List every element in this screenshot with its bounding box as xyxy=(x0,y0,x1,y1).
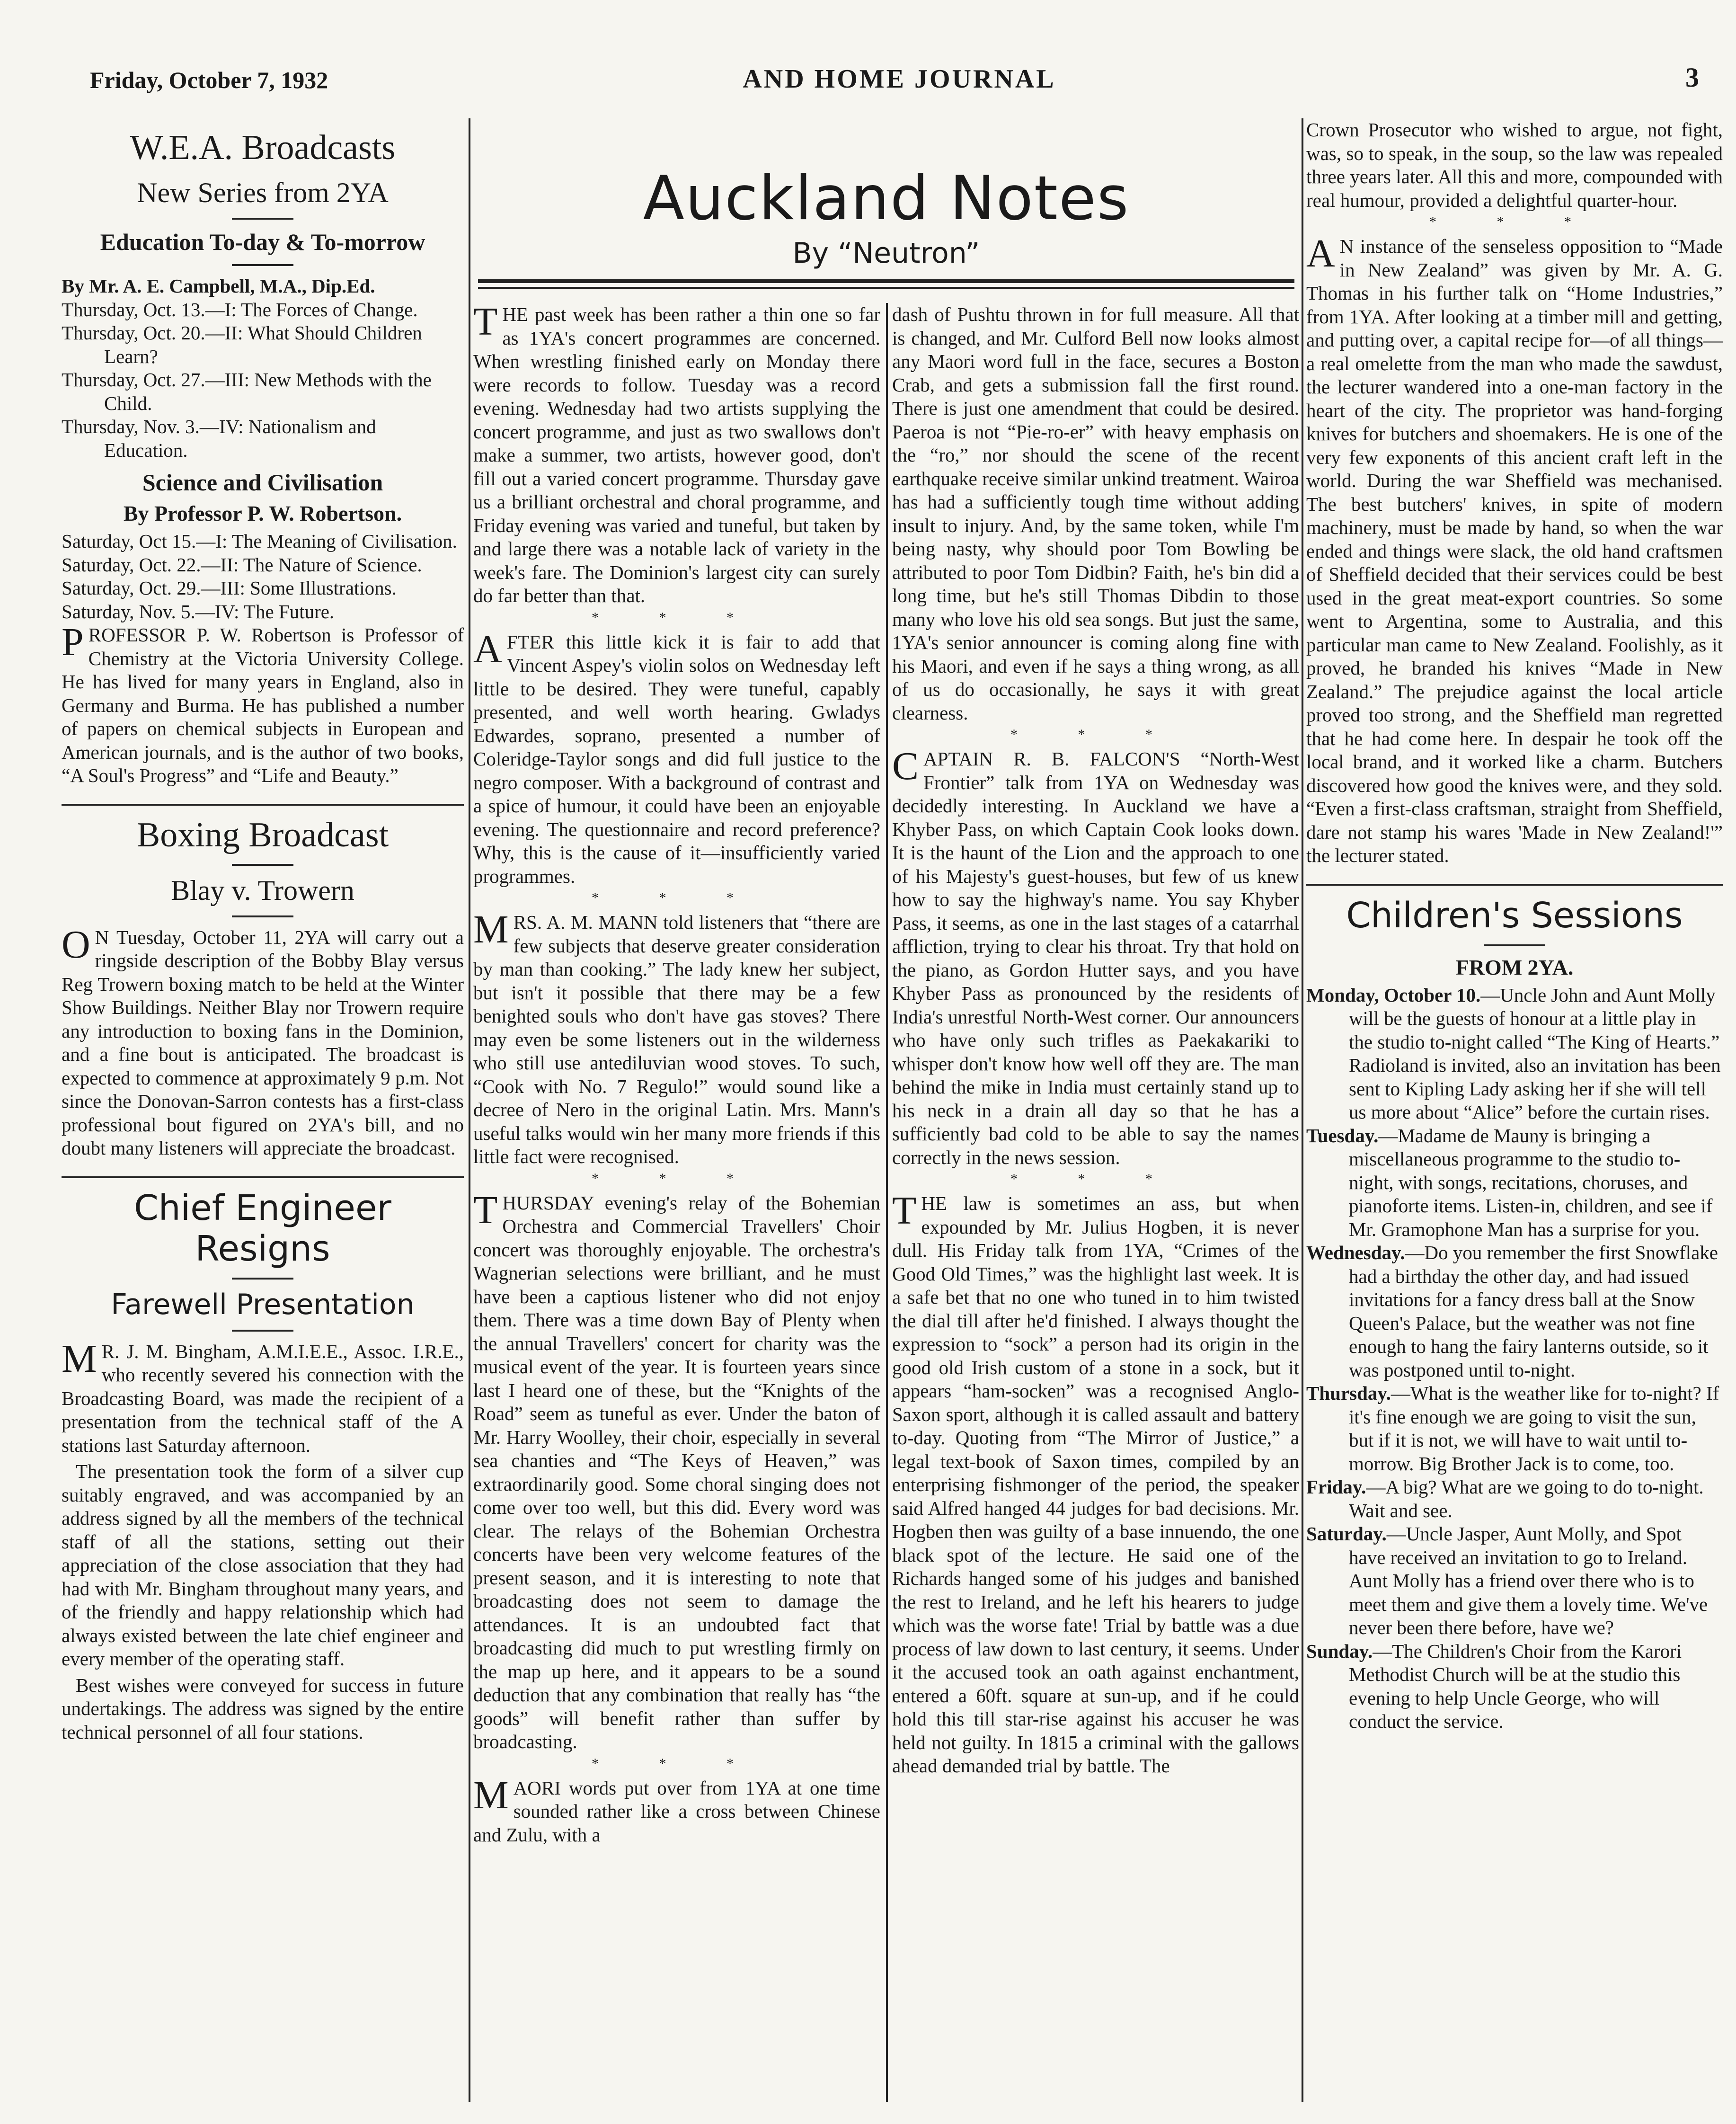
drop-cap: M xyxy=(473,907,509,951)
list-item: Saturday, Nov. 5.—IV: The Future. xyxy=(62,600,335,622)
section-rule xyxy=(1306,884,1723,886)
drop-cap: P xyxy=(62,620,84,664)
list-item: Thursday, Oct. 13.—I: The Forces of Change. xyxy=(62,298,418,320)
page-header xyxy=(85,57,1713,104)
section-separator: * * * xyxy=(592,609,762,625)
list-item: Saturday.—Uncle Jasper, Aunt Molly, and Spot have received an invitation to go to Ireland. Aunt Molly has a friend over there who is to meet them and give them a lovely time. We've never been there before, have we? xyxy=(1306,1523,1708,1638)
column-auckland-1 xyxy=(473,303,880,2102)
section-separator: * * * xyxy=(1010,727,1181,742)
auckland-para: THE law is sometimes an ass, but when expounded by Mr. Julius Hogben, it is never dull. His Friday talk from 1YA, “Crimes of the Good Old Times,” was the highlight last week. It is a safe bet that no one who tuned in to him twisted the dial till after he'd finished. I always thought the expression to “sock” a person had its origin in the good old Irish custom of a stone in a sock, but it appears “ham-socken” was a recognised Anglo-Saxon sport, although it is called assault and battery to-day. Quoting from “The Mirror of Justice,” a legal text-book of Saxon times, compiled by an enterprising fishmonger of the period, the speaker said Alfred hanged 44 judges for bad decisions. Mr. Hogben then was guilty of a base innuendo, the one black spot of the lecture. He said one of the Richards hanged some of his judges and banished the rest to Ireland, and he left his hearers to judge which was the worse fate! Trial by battle was a due process of law down to last century, it seems. Under it the accused took an oath against enchantment, entered a 60ft. square at sun-up, and if he could hold this till star-rise against his accuser he was held not guilty. In 1815 a criminal with the gallows ahead demanded trial by battle. The xyxy=(892,1189,1299,1777)
feature-rule-bottom xyxy=(478,287,1294,289)
auckland-notes-byline: By “Neutron” xyxy=(792,237,980,270)
engineer-title: Chief Engineer Resigns xyxy=(134,1187,391,1269)
list-item: Saturday, Oct 15.—I: The Meaning of Civilisation. xyxy=(62,530,457,552)
drop-cap: T xyxy=(892,1189,917,1233)
auckland-para: THE past week has been rather a thin one so far as 1YA's concert programmes are concerned. When wrestling finished early on Monday there were records to follow. Tuesday was a record evening. Wednesday had two artists supplying the concert programme, and just as two swallows don't make a summer, two artists, however good, don't fill out a varied concert programme. Thursday gave us a brilliant orchestral and choral programme, and Friday evening was varied and tuneful, but taken by and large there was a notable lack of variety in the week's fare. The Dominion's largest city can surely do far better than that. xyxy=(473,303,880,606)
section-separator: * * * xyxy=(592,1755,762,1771)
list-item: Thursday, Oct. 27.—III: New Methods with the Child. xyxy=(62,369,432,414)
section-separator: * * * xyxy=(1010,1171,1181,1187)
drop-cap: O xyxy=(62,922,90,967)
auckland-para: THURSDAY evening's relay of the Bohemian Orchestra and Commercial Travellers' Choir concert was thoroughly enjoyable. The orchestra's Wagnerian selections were brilliant, and he must have been a captious listener who did not enjoy them. There was a time down Bay of Plenty when the annual Travellers' concert for charity was the musical event of the year. It is fourteen years since last I heard one of these, but the “Knights of the Road” seem as tuneful as ever. Under the baton of Mr. Harry Woolley, their choir, especially in several sea chanties and “The Keys of Heaven,” was extraordinarily good. Some choral singing does not come over too well, but this did. Every word was clear. The relays of the Bohemian Orchestra concerts have been very welcome features of the present season, and it is interesting to note that broadcasting does not seem to damage the attendances. It is an undoubted fact that broadcasting did much to put wrestling firmly on the map up here, and it appears to be a sound deduction that any combination that really has “the goods” will benefit rather than suffer by broadcasting. xyxy=(473,1188,880,1752)
children-title: Children's Sessions xyxy=(1346,895,1683,936)
auckland-notes-title: Auckland Notes xyxy=(643,163,1130,234)
auckland-para: dash of Pushtu thrown in for full measure. All that is changed, and Mr. Culford Bell now looks almost any Maori word full in the face, secures a Boston Crab, and gets a submission fall the first round. There is just one amendment that could be desired. Paeroa is not “Pie-ro-er” with heavy emphasis on the “ro,” nor should the scene of the recent earthquake receive similar unkind treatment. Wairoa has had a sufficiently tough time without adding insult to injury. And, by the same token, while I'm being nasty, why should poor Tom Bowling be attributed to poor Tom Didbin? Faith, he's bin did a long time, but he's still Thomas Dibdin to those many who love his old sea songs. But just the same, 1YA's senior announcer is coming along fine with his Maori, and even if he says a thing wrong, as all of us do occasionally, he says it with great clearness. xyxy=(892,303,1299,724)
drop-cap: T xyxy=(473,1188,498,1232)
science-heading: Science and Civilisation xyxy=(142,469,383,496)
children-subtitle: FROM 2YA. xyxy=(1455,955,1574,979)
divider xyxy=(1484,944,1545,946)
feature-rule-top xyxy=(478,279,1294,283)
divider xyxy=(232,1330,293,1332)
divider xyxy=(232,864,293,866)
list-item: Friday.—A big? What are we going to do to-night. Wait and see. xyxy=(1306,1476,1704,1521)
column-auckland-2 xyxy=(892,303,1299,2102)
education-heading: Education To-day & To-morrow xyxy=(100,229,425,255)
boxing-body: O N Tuesday, October 11, 2YA will carry out a ringside description of the Bobby Blay versus Reg Trowern boxing match to be held at the Winter Show Buildings. Neither Blay nor Trowern require any introduction to boxing fans in the Dominion, and a fine bout is anticipated. The broadcast is expected to commence at approximately 9 p.m. Not since the Donovan-Sarron contests has a first-class professional bout figured on 2YA's bill, and no doubt many listeners will appreciate the broadcast. xyxy=(62,922,464,1159)
wea-title: W.E.A. Broadcasts xyxy=(130,128,396,167)
drop-cap: C xyxy=(892,744,919,788)
divider xyxy=(232,218,293,220)
auckland-para: AFTER this little kick it is fair to add that Vincent Aspey's violin solos on Wednesday left little to be desired. They were tuneful, capably presented, and well worth hearing. Gwladys Edwardes, soprano, presented a number of Coleridge-Taylor songs and did full justice to the negro composer. With a background of contrast and a spice of humour, it could have been an enjoyable evening. The questionnaire and record preference? Why, this is the cause of it—insufficiently varied programmes. xyxy=(473,627,880,887)
engineer-p1: M R. J. M. Bingham, A.M.I.E.E., Assoc. I.R.E., who recently severed his connection with the Broadcasting Board, was made the recipient of a presentation from the technical staff of the A stations last Saturday afternoon. xyxy=(62,1336,464,1456)
auckland-para: CAPTAIN R. B. FALCON'S “North-West Frontier” talk from 1YA on Wednesday was decidedly interesting. In Auckland we have a Khyber Pass, on which Captain Cook looks down. It is the haunt of the Lion and the approach to one of his Majesty's guest-houses, but few of us knew how to say the highway's name. You say Khyber Pass, it seems, as one in the last stages of a catarrhal affliction, trying to clear his throat. Try that hold on the piano, as Gordon Hutter says, and you have Khyber Pass as pronounced by the residents of India's unrestful North-West corner. Our announcers who have only such trifles as Paekakariki to whisper don't know how well off they are. The man behind the mike in India must certainly stand up to his neck in a drain all day so that he has a sufficiently bad cold to be able to say the names correctly in the news session. xyxy=(892,744,1299,1168)
wea-subtitle: New Series from 2YA xyxy=(137,177,389,208)
drop-cap: M xyxy=(473,1773,509,1817)
list-item: Saturday, Oct. 29.—III: Some Illustrations. xyxy=(62,577,397,599)
list-item: Thursday.—What is the weather like for to-night? If it's fine enough we are going to visit the sun, but if it is not, we will have to wait until to-morrow. Big Brother Jack is to come, too. xyxy=(1306,1382,1719,1475)
column-rule-3 xyxy=(1302,118,1303,2102)
auckland-para: A N instance of the senseless opposition to “Made in New Zealand” was given by Mr. A. G. Thomas in his further talk on “Home Industries,” from 1YA. After looking at a timber mill and getting, and putting over, a capital recipe for—of all things—a real omelette from the man who made the sawdust, the lecturer wandered into a one-man factory in the heart of the city. The proprietor was hand-forging knives for butchers and shoemakers. He is one of the very few exponents of this ancient craft left in the world. During the war Sheffield was mechanised. The best butchers' knives, in spite of modern machinery, must be made by hand, so when the war ended and things were slack, the old hand craftsmen of Sheffield decided that their services could be best used in the great meat-export countries. So some went to Argentina, some to Australia, and this particular man came to New Zealand. Foolishly, as it proved, he branded his knives “Made in New Zealand.” The prejudice against the local article proved too strong, and the Sheffield man regretted that he had come here. In despair he took off the local brand, and it worked like a charm. Butchers discovered how good the knives were, and they sold. “Even a first-class craftsman, straight from Sheffield, dare not stamp his wares 'Made in New Zealand!'” the lecturer stated. xyxy=(1306,231,1723,866)
list-item: Sunday.—The Children's Choir from the Karori Methodist Church will be at the studio this evening to help Uncle George, who will conduct the service. xyxy=(1306,1640,1682,1732)
engineer-subtitle: Farewell Presentation xyxy=(111,1288,415,1321)
section-separator: * * * xyxy=(1429,214,1600,230)
drop-cap: T xyxy=(473,303,498,344)
list-item: Thursday, Oct. 20.—II: What Should Children Learn? xyxy=(62,322,422,367)
drop-cap: A xyxy=(1306,231,1335,275)
auckland-para: Crown Prosecutor who wished to argue, not fight, was, so to speak, in the soup, so the law was repealed three years later. All this and more, compounded with real humour, provided a delightful quarter-hour. xyxy=(1306,119,1723,211)
engineer-p2: The presentation took the form of a silver cup suitably engraved, and was accompanied by an address signed by all the members of the technical staff of all the stations, setting out their appreciation of the close association that they had had with Mr. Bingham throughout many years, and of the friendly and happy relationship which had always existed between the late chief engineer and every member of the operating staff. xyxy=(62,1460,464,1670)
section-rule xyxy=(62,804,464,806)
column-rule-1 xyxy=(469,118,470,2102)
divider xyxy=(232,915,293,917)
divider xyxy=(232,1278,293,1280)
drop-cap: A xyxy=(473,627,502,671)
list-item: Tuesday.—Madame de Mauny is bringing a miscellaneous programme to the studio to-night, with songs, recitations, choruses, and pianoforte items. Listen-in, children, and see if Mr. Gramophone Man has a surprise for you. xyxy=(1306,1124,1713,1240)
column-left xyxy=(62,118,464,2102)
robertson-bio: PROFESSOR P. W. Robertson is Professor of Chemistry at the Victoria University College. He has lived for many years in England, also in Germany and Burma. He has published a number of papers on chemical subjects in European and American journals, and is the author of two books, “A Soul's Progress” and “Life and Beauty.” xyxy=(62,620,464,786)
list-item: Wednesday.—Do you remember the first Snowflake had a birthday the other day, and had issued invitations for a fancy dress ball at the Snow Queen's Palace, but the weather was not fine enough to hang the fairy lanterns outside, so it was postponed until to-night. xyxy=(1306,1242,1718,1381)
boxing-subtitle: Blay v. Trowern xyxy=(171,874,354,906)
section-rule xyxy=(62,1176,464,1178)
list-item: Thursday, Nov. 3.—IV: Nationalism and Education. xyxy=(62,416,376,461)
engineer-p3: Best wishes were conveyed for success in future undertakings. The address was signed by the entire technical personnel of all four stations. xyxy=(62,1674,464,1743)
column-rule-2 xyxy=(886,303,888,2102)
auckland-para: MAORI words put over from 1YA at one time sounded rather like a cross between Chinese and Zulu, with a xyxy=(473,1773,880,1846)
section-separator: * * * xyxy=(592,1170,762,1186)
boxing-title: Boxing Broadcast xyxy=(136,815,389,854)
auckland-para: MRS. A. M. MANN told listeners that “there are few subjects that deserve greater consideration by man than cooking.” The lady knew her subject, but isn't it possible that there may be a few benighted souls who don't have gas stoves? There may even be some listeners out in the wilderness who still use antediluvian wood stoves. To such, “Cook with No. 7 Regulo!” would sound like a decree of Nero in the original Latin. Mrs. Mann's useful talks would win her many more friends if this little fact were recognised. xyxy=(473,907,880,1167)
divider xyxy=(232,264,293,266)
page-number: 3 xyxy=(1685,62,1699,93)
list-item: Saturday, Oct. 22.—II: The Nature of Science. xyxy=(62,553,422,576)
drop-cap: M xyxy=(62,1336,97,1381)
masthead: AND HOME JOURNAL xyxy=(743,64,1056,94)
section-separator: * * * xyxy=(592,890,762,906)
column-right xyxy=(1306,118,1723,2102)
campbell-byline: By Mr. A. E. Campbell, M.A., Dip.Ed. xyxy=(62,275,375,297)
issue-date: Friday, October 7, 1932 xyxy=(90,67,328,93)
robertson-byline: By Professor P. W. Robertson. xyxy=(123,501,402,525)
list-item: Monday, October 10.—Uncle John and Aunt Molly will be the guests of honour at a little play in the studio to-night called “The King of Hearts.” Radioland is invited, also an invitation has been sent to Kipling Lady asking her if she will tell us more about “Alice” before the curtain rises. xyxy=(1306,984,1721,1123)
